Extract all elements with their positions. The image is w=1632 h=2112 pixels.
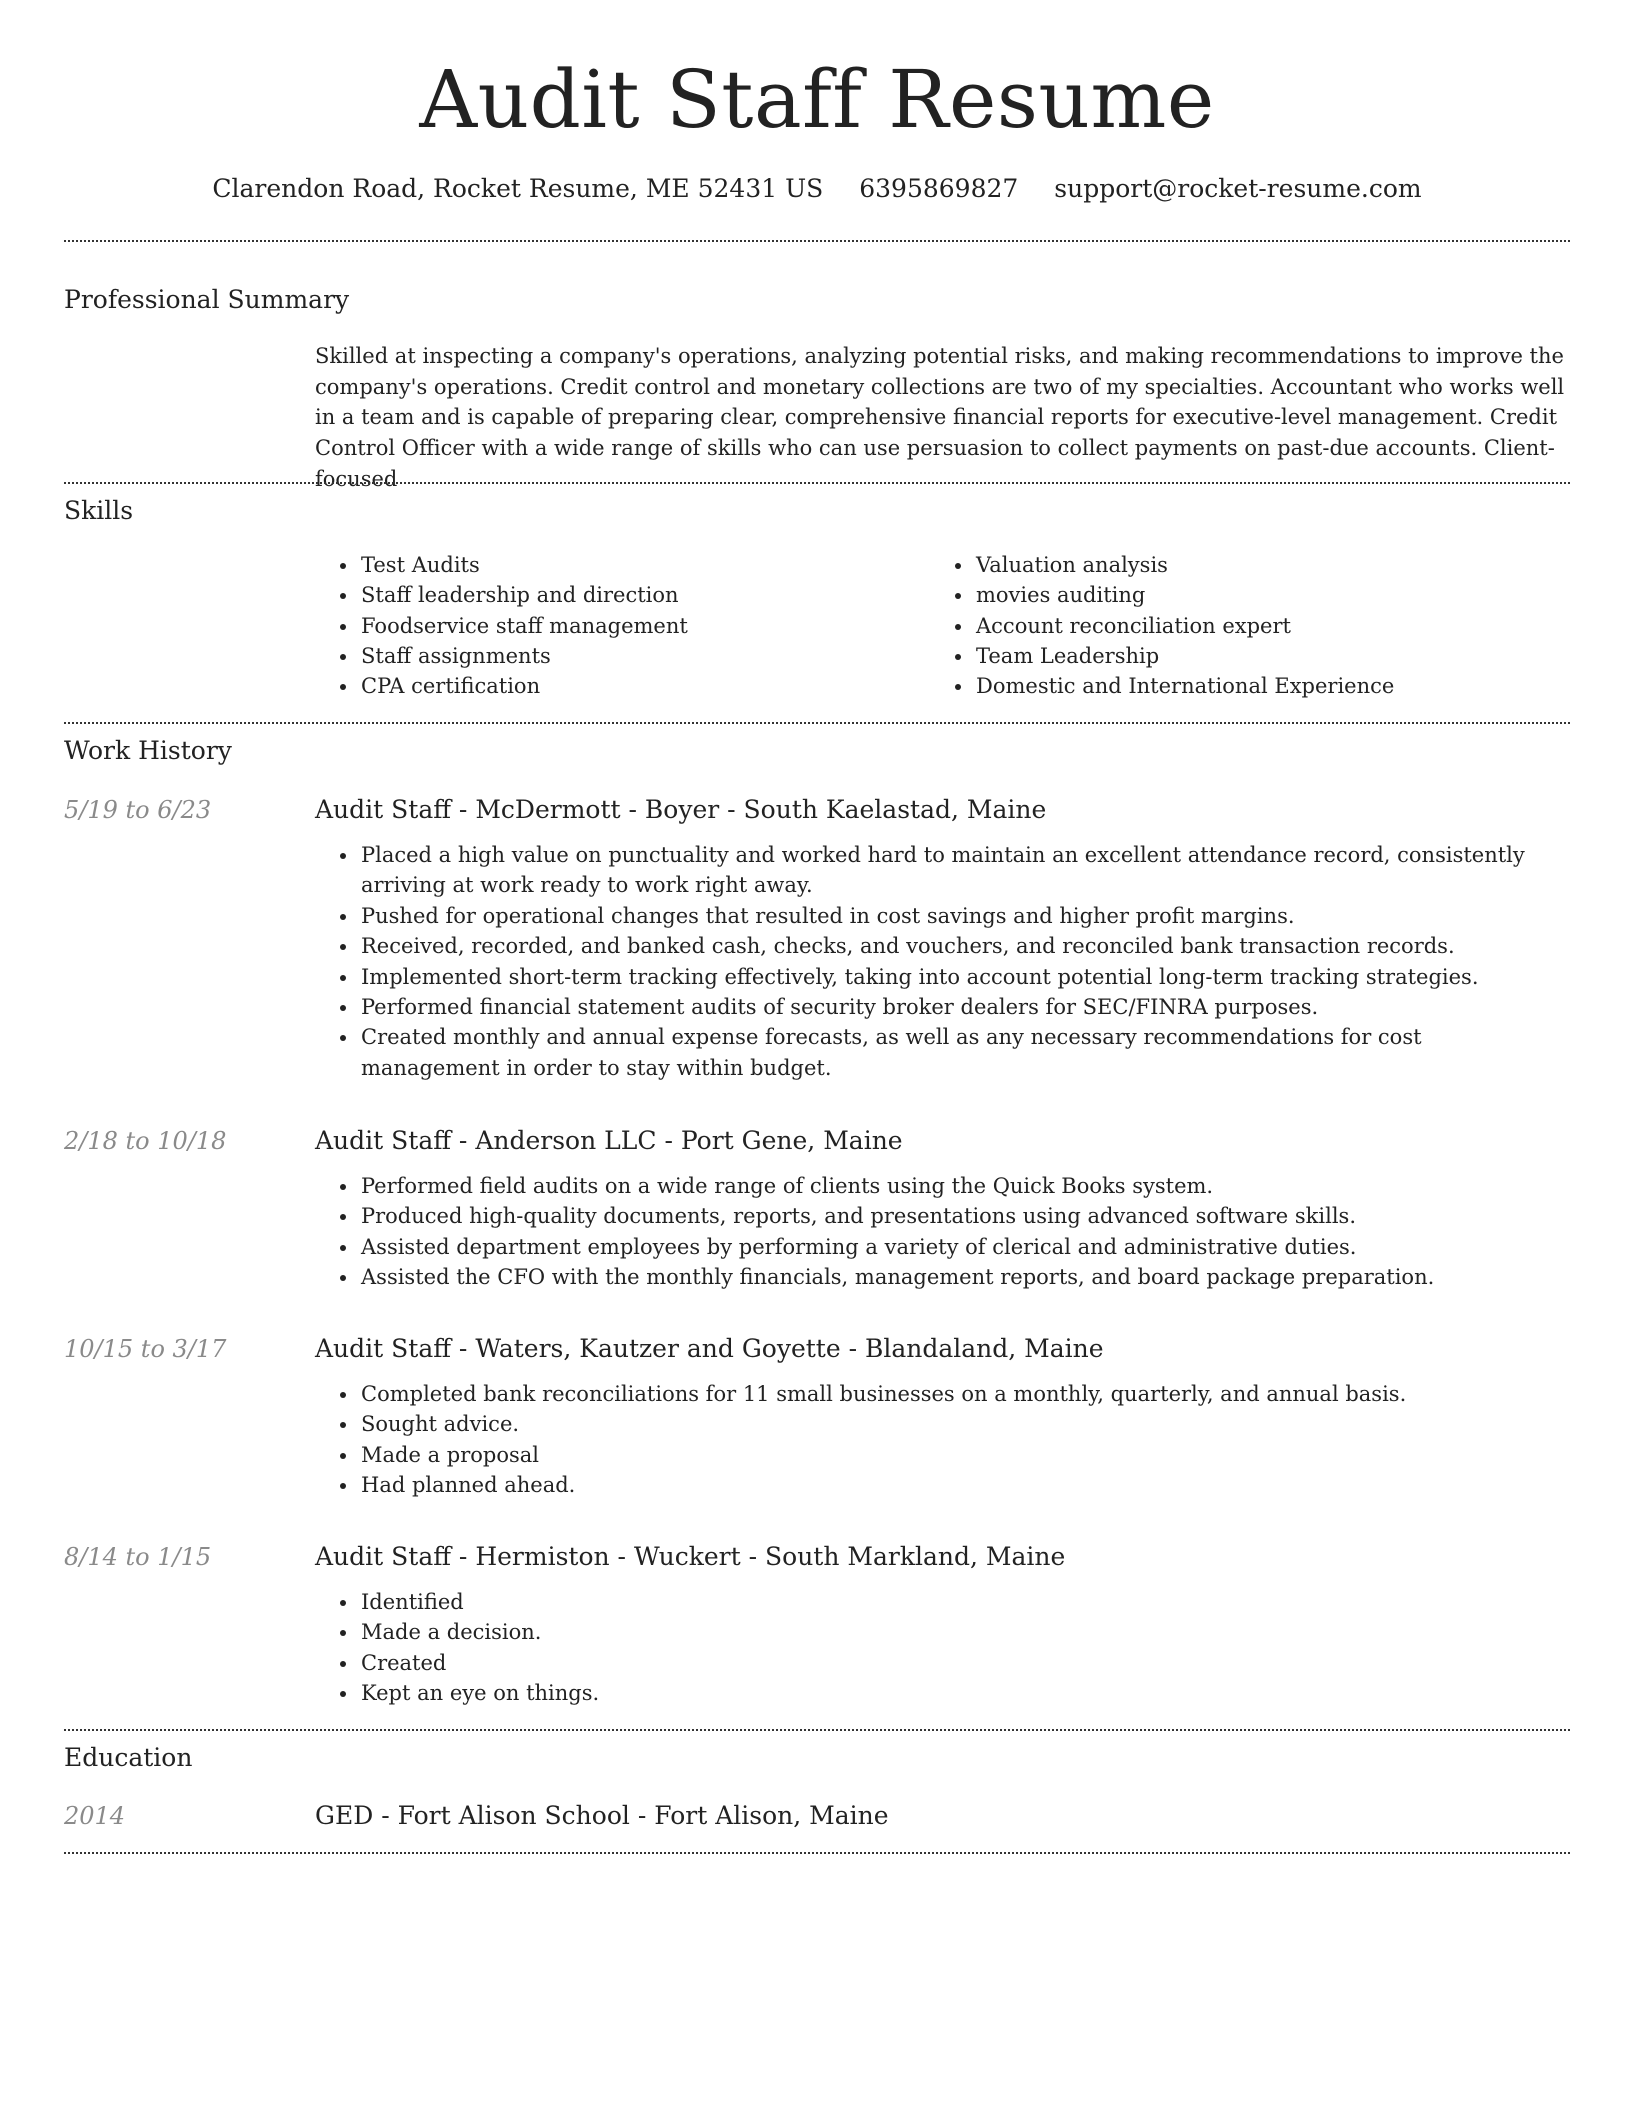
job-bullets xyxy=(315,840,1560,1083)
list-item: • Performed financial statement audits of security broker dealers for SEC/FINRA purposes. xyxy=(359,992,1560,1022)
job-bullets xyxy=(315,1587,1560,1709)
list-item: • Made a decision. xyxy=(359,1617,1560,1647)
education-title: GED - Fort Alison School - Fort Alison, Maine xyxy=(315,1801,889,1830)
contact-line xyxy=(64,172,1570,206)
list-item: • Team Leadership xyxy=(974,641,1510,671)
job-date: 2/18 to 10/18 xyxy=(64,1127,227,1155)
divider xyxy=(64,1852,1570,1854)
education-heading: Education xyxy=(64,1743,193,1772)
summary-heading: Professional Summary xyxy=(64,285,350,314)
divider xyxy=(64,722,1570,724)
list-item: • Pushed for operational changes that resulted in cost savings and higher profit margins. xyxy=(359,901,1560,931)
job-bullets xyxy=(315,1171,1560,1293)
list-item: • Assisted the CFO with the monthly financials, management reports, and board package preparation. xyxy=(359,1262,1560,1292)
list-item: • Implemented short-term tracking effectively, taking into account potential long-term tracking strategies. xyxy=(359,962,1560,992)
list-item: • Had planned ahead. xyxy=(359,1470,1560,1500)
summary-text: Skilled at inspecting a company's operations, analyzing potential risks, and making recommendations to improve the company's operations. Credit control and monetary collections are two of my specialties. Accountant who works well in a team and is capable of preparing clear, comprehensive financial reports for executive-level management. Credit Control Officer with a wide range of skills who can use persuasion to collect payments on past-due accounts. Client-focused xyxy=(315,344,1565,491)
list-item: • movies auditing xyxy=(974,580,1510,610)
list-item: • Performed field audits on a wide range of clients using the Quick Books system. xyxy=(359,1171,1560,1201)
job-bullets xyxy=(315,1379,1560,1501)
skills-list-right xyxy=(930,550,1510,701)
contact-address: Clarendon Road, Rocket Resume, ME 52431 US xyxy=(212,174,824,203)
job-title: Audit Staff - Waters, Kautzer and Goyette - Blandaland, Maine xyxy=(315,1334,1104,1363)
list-item: • Produced high-quality documents, reports, and presentations using advanced software skills. xyxy=(359,1201,1560,1231)
job-title: Audit Staff - Hermiston - Wuckert - South Markland, Maine xyxy=(315,1542,1066,1571)
list-item: • Placed a high value on punctuality and worked hard to maintain an excellent attendance record, consistently arriving at work ready to work right away. xyxy=(359,840,1560,901)
job-date: 10/15 to 3/17 xyxy=(64,1335,227,1363)
list-item: • Made a proposal xyxy=(359,1440,1560,1470)
list-item: • Account reconciliation expert xyxy=(974,611,1510,641)
skills-list-left xyxy=(315,550,895,701)
list-item: • Created monthly and annual expense forecasts, as well as any necessary recommendations for cost management in order to stay within budget. xyxy=(359,1022,1560,1083)
resume-page xyxy=(64,0,1570,1830)
resume-title: Audit Staff Resume xyxy=(419,53,1215,146)
list-item: • Domestic and International Experience xyxy=(974,671,1510,701)
job-title: Audit Staff - McDermott - Boyer - South Kaelastad, Maine xyxy=(315,795,1047,824)
list-item: • Sought advice. xyxy=(359,1409,1560,1439)
list-item: • Test Audits xyxy=(359,550,895,580)
job-date: 5/19 to 6/23 xyxy=(64,796,212,824)
contact-phone: 6395869827 xyxy=(859,174,1019,203)
list-item: • Valuation analysis xyxy=(974,550,1510,580)
list-item: • Received, recorded, and banked cash, checks, and vouchers, and reconciled bank transaction records. xyxy=(359,931,1560,961)
list-item: • Identified xyxy=(359,1587,1560,1617)
job-date: 8/14 to 1/15 xyxy=(64,1543,212,1571)
list-item: • Foodservice staff management xyxy=(359,611,895,641)
list-item: • Completed bank reconciliations for 11 small businesses on a monthly, quarterly, and annual basis. xyxy=(359,1379,1560,1409)
divider xyxy=(64,1729,1570,1731)
job-title: Audit Staff - Anderson LLC - Port Gene, Maine xyxy=(315,1126,903,1155)
education-date: 2014 xyxy=(64,1802,126,1830)
divider xyxy=(64,240,1570,242)
list-item: • Staff leadership and direction xyxy=(359,580,895,610)
skills-heading: Skills xyxy=(64,496,134,525)
list-item: • Kept an eye on things. xyxy=(359,1678,1560,1708)
list-item: • CPA certification xyxy=(359,671,895,701)
list-item: • Created xyxy=(359,1648,1560,1678)
work-heading: Work History xyxy=(64,736,232,765)
divider xyxy=(64,482,1570,484)
list-item: • Assisted department employees by performing a variety of clerical and administrative duties. xyxy=(359,1232,1560,1262)
list-item: • Staff assignments xyxy=(359,641,895,671)
contact-email: support@rocket-resume.com xyxy=(1054,174,1422,203)
